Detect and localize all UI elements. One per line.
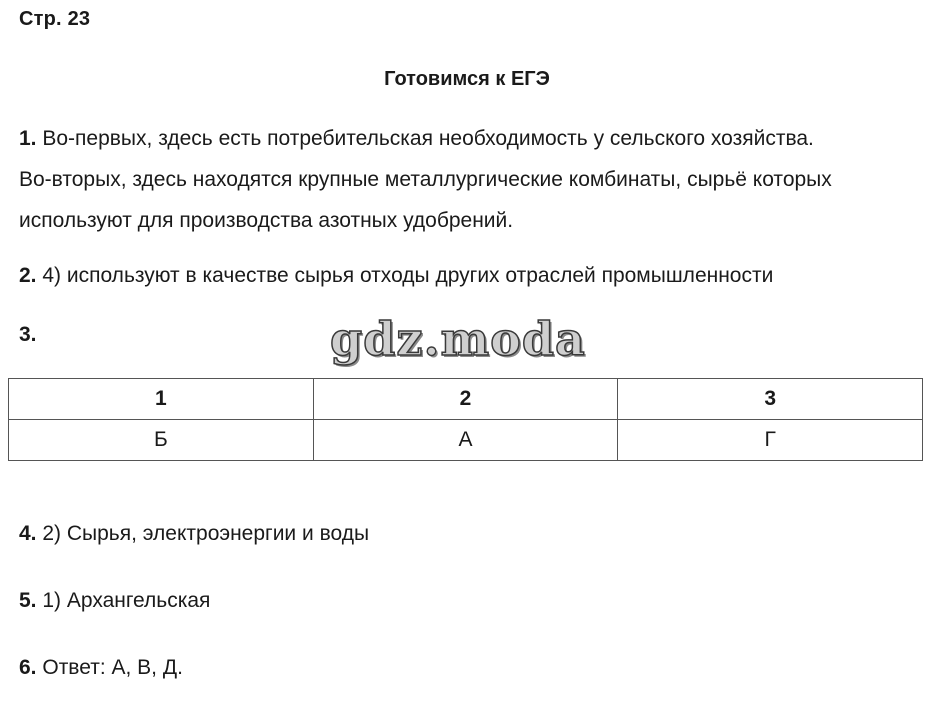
answer-number: 5. bbox=[19, 589, 37, 612]
table-row bbox=[9, 420, 923, 461]
answer-text: 1) Архангельская bbox=[42, 589, 211, 612]
answer-number: 3. bbox=[19, 323, 37, 346]
section-title: Готовимся к ЕГЭ bbox=[384, 68, 550, 90]
table-header-cell: 1 bbox=[9, 379, 314, 420]
table-header-row bbox=[9, 379, 923, 420]
answer-4 bbox=[19, 513, 369, 554]
answer-1-line-3: используют для производства азотных удобрений. bbox=[19, 209, 514, 232]
answer-text: 2) Сырья, электроэнергии и воды bbox=[42, 522, 370, 545]
watermark-logo: gdz.moda bbox=[330, 312, 586, 366]
answer-3 bbox=[19, 314, 37, 355]
table-header-cell: 2 bbox=[313, 379, 618, 420]
answer-text: 4) используют в качестве сырья отходы других отраслей промышленности bbox=[42, 264, 774, 287]
answer-6 bbox=[19, 647, 183, 688]
table-header-cell: 3 bbox=[618, 379, 923, 420]
answer-1 bbox=[19, 118, 832, 241]
answer-text: Ответ: А, В, Д. bbox=[42, 656, 183, 679]
table-cell: Б bbox=[9, 420, 314, 461]
answer-number: 6. bbox=[19, 656, 37, 679]
answer-number: 4. bbox=[19, 522, 37, 545]
answer-text: Во-первых, здесь есть потребительская необходимость у сельского хозяйства. bbox=[42, 127, 814, 150]
answer-2 bbox=[19, 255, 773, 296]
page-label: Стр. 23 bbox=[19, 8, 91, 30]
table-cell: Г bbox=[618, 420, 923, 461]
answer-5 bbox=[19, 580, 210, 621]
answer-number: 2. bbox=[19, 264, 37, 287]
answer-1-line-2: Во-вторых, здесь находятся крупные металлургические комбинаты, сырьё которых bbox=[19, 168, 832, 191]
answer-number: 1. bbox=[19, 127, 37, 150]
table-cell: А bbox=[313, 420, 618, 461]
answers-table bbox=[8, 378, 923, 461]
answer-1-line-1 bbox=[19, 118, 832, 159]
